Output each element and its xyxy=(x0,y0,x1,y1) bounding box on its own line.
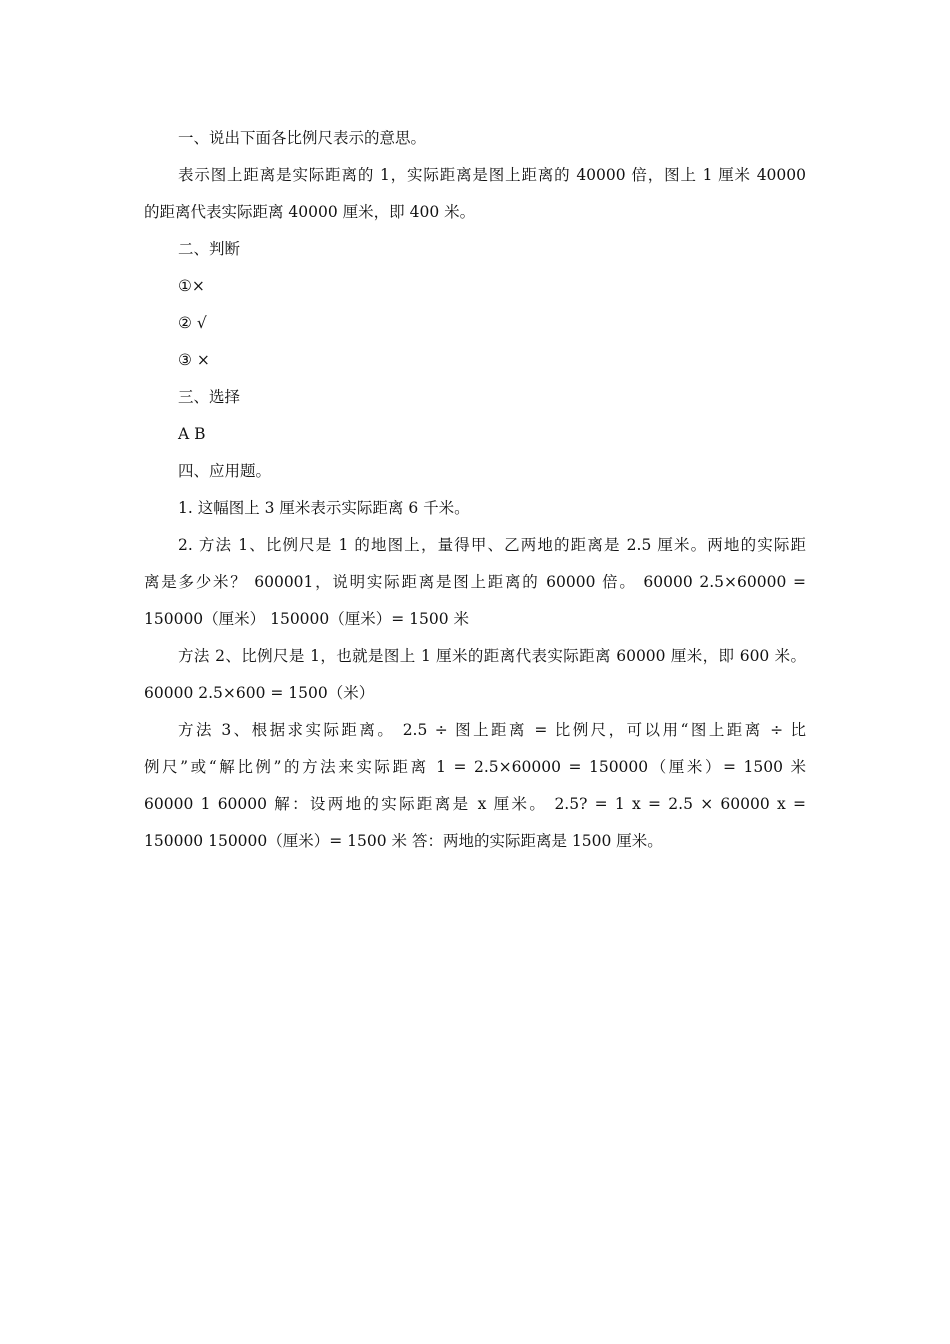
method-2-line-2: 60000 2.5×600 = 1500（米） xyxy=(144,684,375,702)
choice-answers: A B xyxy=(178,425,206,443)
method-3-line-1: 方法 3、根据求实际距离。 2.5 ÷ 图上距离 = 比例尺，可以用“图上距离 ÷ 比 xyxy=(178,721,806,739)
judgement-answer-2: ② √ xyxy=(178,314,207,332)
section-4-heading: 四、应用题。 xyxy=(178,462,272,480)
document-body xyxy=(144,120,806,860)
section-1-answer-line-2: 的距离代表实际距离 40000 厘米，即 400 米。 xyxy=(144,203,476,221)
method-3-line-4: 150000 150000（厘米）= 1500 米 答：两地的实际距离是 1500 厘米。 xyxy=(144,832,663,850)
section-2-heading: 二、判断 xyxy=(178,240,241,258)
method-2-line-1: 方法 2、比例尺是 1，也就是图上 1 厘米的距离代表实际距离 60000 厘米，即 600 米。 xyxy=(178,647,806,665)
method-3-line-3: 60000 1 60000 解：设两地的实际距离是 x 厘米。 2.5? = 1 x = 2.5 × 60000 x = xyxy=(144,795,806,813)
method-1-line-3: 150000（厘米） 150000（厘米）= 1500 米 xyxy=(144,610,470,628)
question-1-answer: 1. 这幅图上 3 厘米表示实际距离 6 千米。 xyxy=(178,499,470,517)
judgement-answer-3: ③ × xyxy=(178,351,210,369)
method-1-line-2: 离是多少米？ 600001，说明实际距离是图上距离的 60000 倍。 60000 2.5×60000 = xyxy=(144,573,806,591)
method-3-line-2: 例尺”或“解比例”的方法来实际距离 1 = 2.5×60000 = 150000（厘米）= 1500 米 xyxy=(144,758,806,776)
method-1-line-1: 2. 方法 1、比例尺是 1 的地图上，量得甲、乙两地的距离是 2.5 厘米。两地的实际距 xyxy=(178,536,806,554)
section-1-heading: 一、说出下面各比例尺表示的意思。 xyxy=(178,129,427,147)
section-1-answer-line-1: 表示图上距离是实际距离的 1，实际距离是图上距离的 40000 倍，图上 1 厘米 40000 xyxy=(178,166,806,184)
section-3-heading: 三、选择 xyxy=(178,388,241,406)
judgement-answer-1: ①× xyxy=(178,277,205,295)
